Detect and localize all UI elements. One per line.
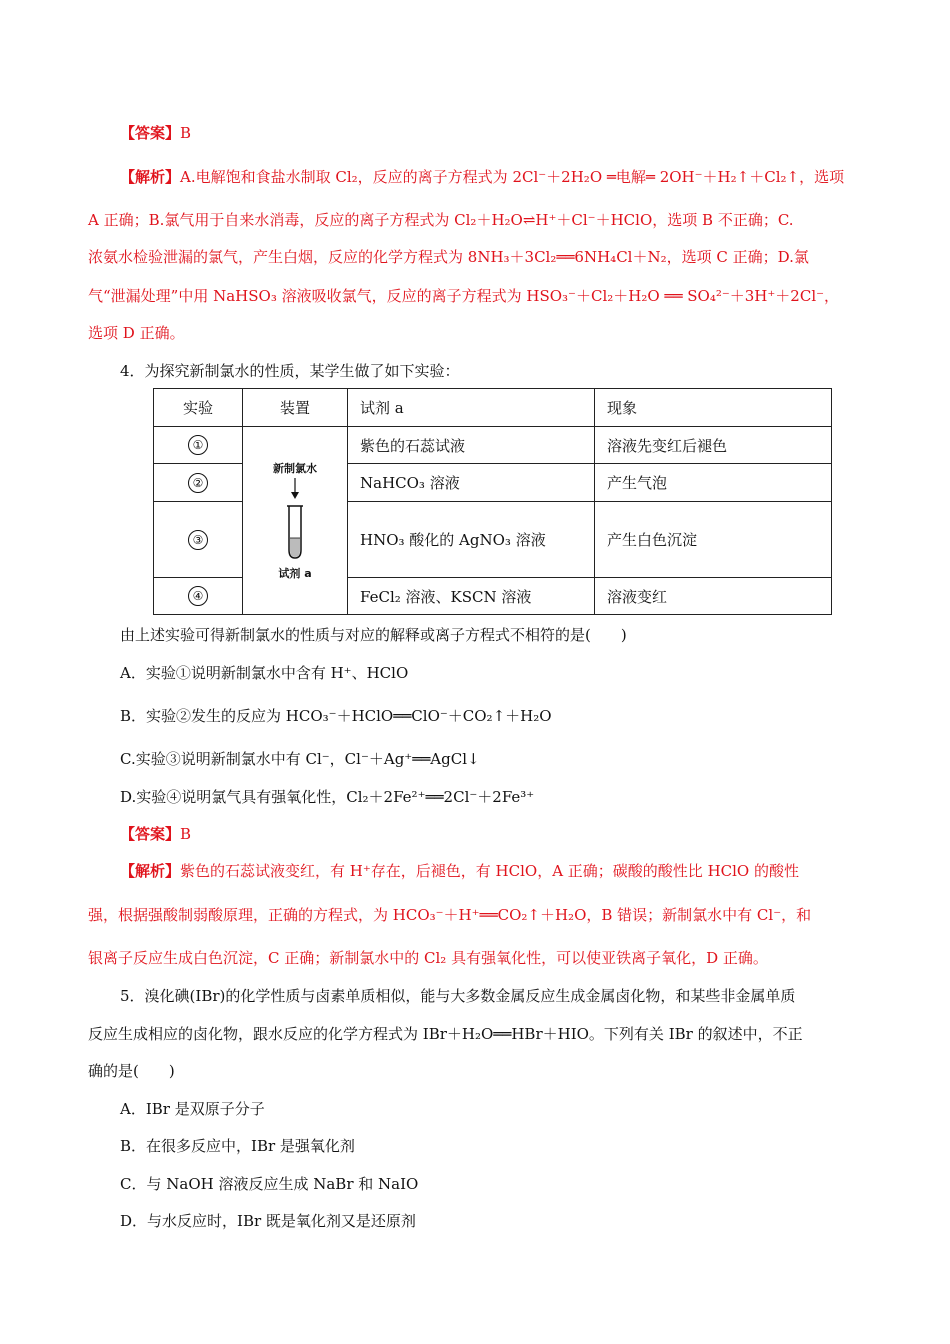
q5-stem-line-3: 确的是( ) [88,1062,175,1080]
q4-option-c: C.实验③说明新制氯水中有 Cl⁻，Cl⁻＋Ag⁺══AgCl↓ [120,750,480,768]
answer-label: 【答案】 [120,124,181,142]
row-number: ④ [188,586,208,606]
q4-option-a: A．实验①说明新制氯水中含有 H⁺、HClO [120,664,409,682]
row-number: ② [188,473,208,493]
q3-analysis-line-3: 浓氨水检验泄漏的氯气，产生白烟，反应的化学方程式为 8NH₃＋3Cl₂══6NH₄Cl＋N₂，选项 C 正确；D.氯 [88,248,809,266]
header-reagent: 试剂 a [348,389,595,427]
q5-stem-line-2: 反应生成相应的卤化物，跟水反应的化学方程式为 IBr＋H₂O══HBr＋HIO。下列有关 IBr 的叙述中，不正 [88,1025,803,1043]
q4-option-d: D.实验④说明氯气具有强氧化性，Cl₂＋2Fe²⁺══2Cl⁻＋2Fe³⁺ [120,788,535,806]
phenomenon-cell: 溶液变红 [595,578,832,615]
table-row [154,427,832,464]
answer-value: B [180,825,192,843]
reagent-cell: HNO₃ 酸化的 AgNO₃ 溶液 [348,502,595,578]
test-tube-diagram [243,460,347,581]
q3-answer [120,123,900,143]
q5-option-b: B．在很多反应中，IBr 是强氧化剂 [120,1137,355,1155]
experiment-table [153,388,832,615]
test-tube-icon [275,476,315,562]
q4-analysis-line-1: 【解析】紫色的石蕊试液变红，有 H⁺存在，后褪色，有 HClO，A 正确；碳酸的酸性比 HClO 的酸性 [120,862,799,880]
q3-analysis-line-1: 【解析】A.电解饱和食盐水制取 Cl₂，反应的离子方程式为 2Cl⁻＋2H₂O ═电解═ 2OH⁻＋H₂↑＋Cl₂↑，选项 [120,168,845,186]
q3-analysis-line-4: 气“泄漏处理”中用 NaHSO₃ 溶液吸收氯气，反应的离子方程式为 HSO₃⁻＋Cl₂＋H₂O ══ SO₄²⁻＋3H⁺＋2Cl⁻， [88,287,840,305]
q5-option-c: C．与 NaOH 溶液反应生成 NaBr 和 NaIO [120,1175,419,1193]
q4-option-b: B．实验②发生的反应为 HCO₃⁻＋HClO══ClO⁻＋CO₂↑＋H₂O [120,707,552,725]
row-number: ① [188,435,208,455]
answer-label: 【答案】 [120,825,181,843]
q4-analysis-line-3: 银离子反应生成白色沉淀，C 正确；新制氯水中的 Cl₂ 具有强氧化性，可以使亚铁离子氧化，D 正确。 [88,949,768,967]
phenomenon-cell: 溶液先变红后褪色 [595,427,832,464]
reagent-cell: NaHCO₃ 溶液 [348,464,595,502]
answer-value: B [180,124,192,142]
reagent-cell: FeCl₂ 溶液、KSCN 溶液 [348,578,595,615]
table-header-row [154,389,832,427]
header-experiment: 实验 [154,389,243,427]
apparatus-cell [243,427,348,615]
reagent-cell: 紫色的石蕊试液 [348,427,595,464]
q4-answer [120,824,900,844]
q3-analysis-line-5: 选项 D 正确。 [88,324,185,342]
q4-stem: 4．为探究新制氯水的性质，某学生做了如下实验： [120,362,460,380]
phenomenon-cell: 产生白色沉淀 [595,502,832,578]
header-phenomenon: 现象 [595,389,832,427]
apparatus-top-label: 新制氯水 [273,462,317,475]
analysis-label: 【解析】 [120,168,181,186]
q3-analysis-line-2: A 正确；B.氯气用于自来水消毒，反应的离子方程式为 Cl₂＋H₂O⇌H⁺＋Cl⁻＋HClO，选项 B 不正确；C. [88,211,794,229]
row-number: ③ [188,530,208,550]
q5-option-a: A．IBr 是双原子分子 [120,1100,265,1118]
phenomenon-cell: 产生气泡 [595,464,832,502]
q5-stem-line-1: 5．溴化碘(IBr)的化学性质与卤素单质相似，能与大多数金属反应生成金属卤化物，和某些非金属单质 [120,987,796,1005]
q5-option-d: D．与水反应时，IBr 既是氧化剂又是还原剂 [120,1212,416,1230]
apparatus-bottom-label: 试剂 a [278,567,312,580]
q4-analysis-line-2: 强，根据强酸制弱酸原理，正确的方程式，为 HCO₃⁻＋H⁺══CO₂↑＋H₂O，B 错误；新制氯水中有 Cl⁻，和 [88,906,812,924]
analysis-label: 【解析】 [120,862,181,880]
header-apparatus: 装置 [243,389,348,427]
q4-question: 由上述实验可得新制氯水的性质与对应的解释或离子方程式不相符的是( ) [120,626,627,644]
